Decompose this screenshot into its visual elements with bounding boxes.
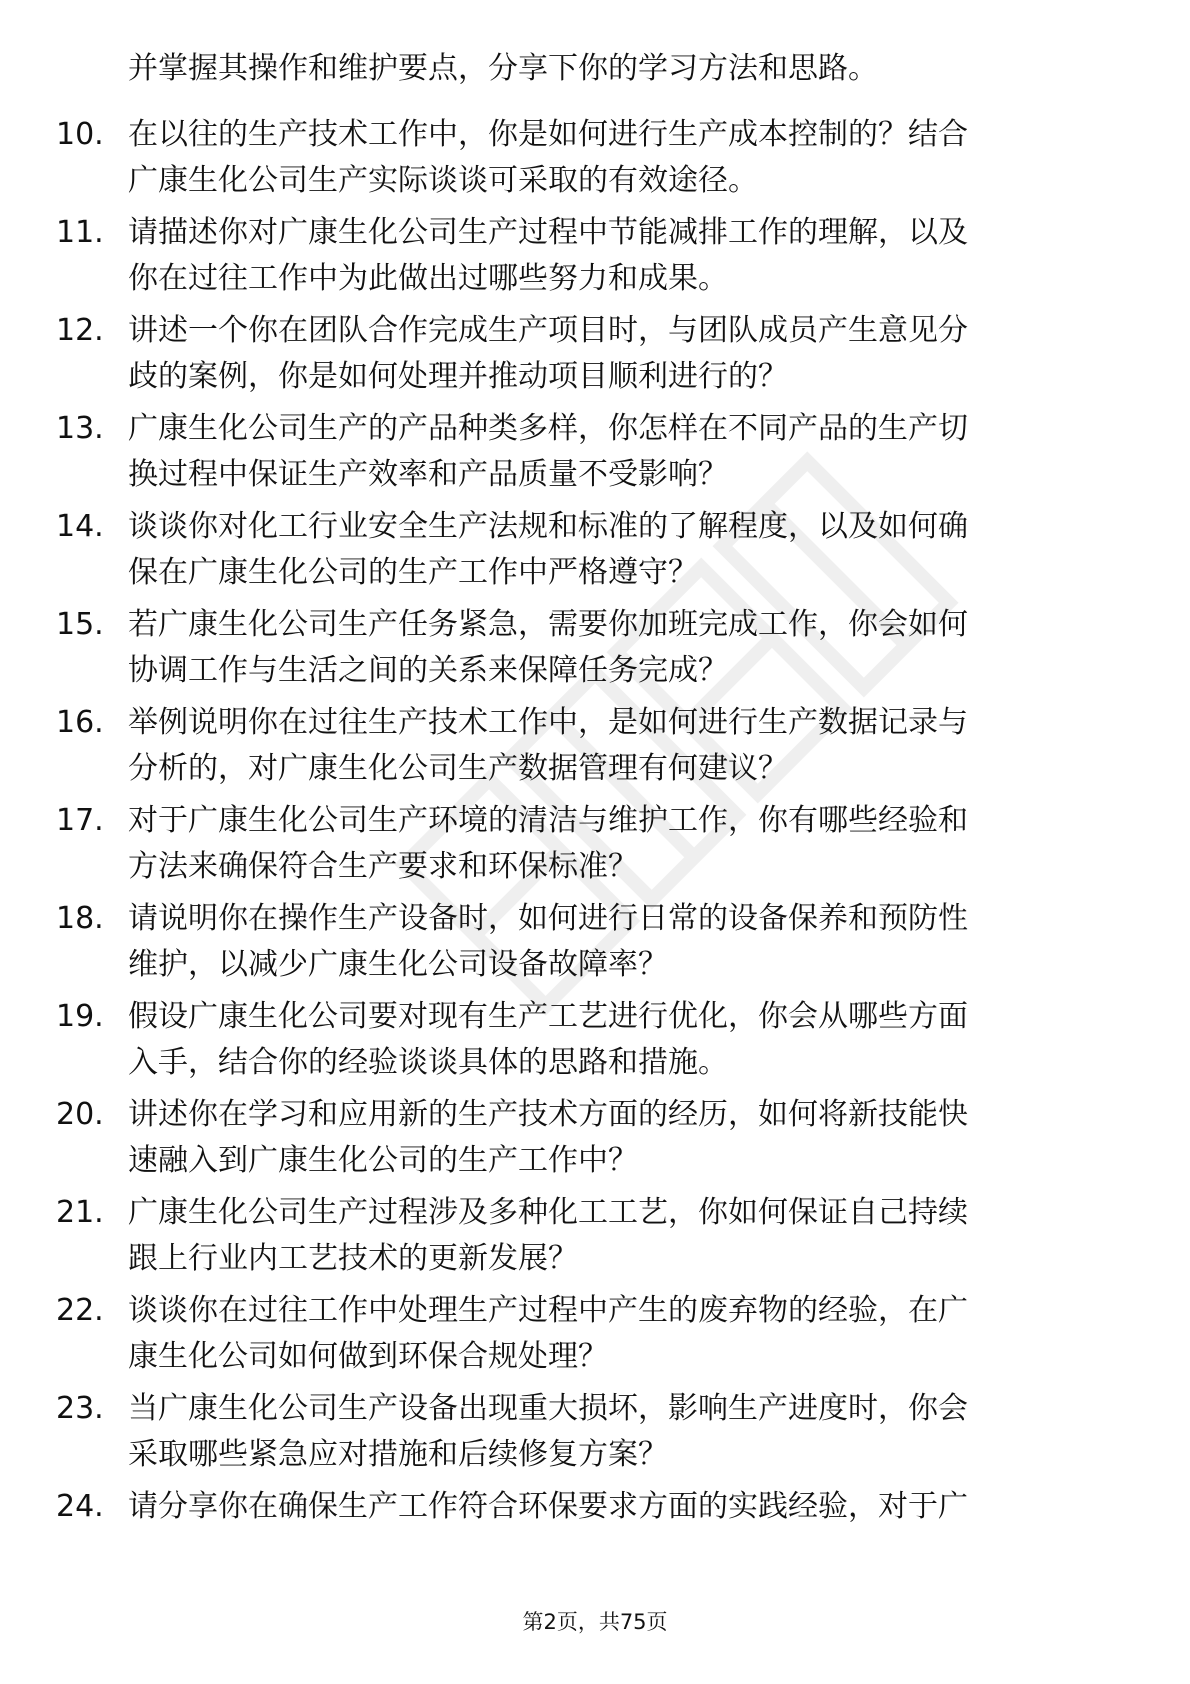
item-text-line: 维护，以减少广康生化公司设备故障率？ [128,947,668,982]
item-text-line: 康生化公司如何做到环保合规处理？ [128,1339,608,1374]
list-item [0,996,1190,1086]
item-text-line: 广康生化公司生产过程涉及多种化工工艺，你如何保证自己持续 [128,1195,968,1230]
list-item [0,310,1190,400]
item-text-line: 歧的案例，你是如何处理并推动项目顺利进行的？ [128,359,788,394]
item-text-line: 举例说明你在过往生产技术工作中，是如何进行生产数据记录与 [128,705,968,740]
item-number: 14. [56,509,104,544]
item-text-line: 跟上行业内工艺技术的更新发展？ [128,1241,578,1276]
item-text-line: 广康生化公司生产的产品种类多样，你怎样在不同产品的生产切 [128,411,968,446]
list-item [0,114,1190,204]
item-text-line: 假设广康生化公司要对现有生产工艺进行优化，你会从哪些方面 [128,999,968,1034]
item-number: 18. [56,901,104,936]
item-text-line: 谈谈你在过往工作中处理生产过程中产生的废弃物的经验，在广 [128,1293,968,1328]
item-text-line: 换过程中保证生产效率和产品质量不受影响？ [128,457,728,492]
item-number: 16. [56,705,104,740]
item-text-line: 谈谈你对化工行业安全生产法规和标准的了解程度，以及如何确 [128,509,968,544]
list-item [0,800,1190,890]
item-text-line: 入手，结合你的经验谈谈具体的思路和措施。 [128,1045,728,1080]
page-footer: 第2页，共75页 [522,1610,668,1634]
item-text-line: 保在广康生化公司的生产工作中严格遵守？ [128,555,698,590]
item-text-line: 速融入到广康生化公司的生产工作中？ [128,1143,638,1178]
list-item [0,604,1190,694]
item-number: 22. [56,1293,104,1328]
item-number: 11. [56,215,104,250]
list-item [0,1290,1190,1380]
list-item [0,408,1190,498]
list-item [0,506,1190,596]
item-text-line: 当广康生化公司生产设备出现重大损坏，影响生产进度时，你会 [128,1391,968,1426]
list-item [0,212,1190,302]
item-text-line: 广康生化公司生产实际谈谈可采取的有效途径。 [128,163,758,198]
item-text-line: 讲述一个你在团队合作完成生产项目时，与团队成员产生意见分 [128,313,968,348]
item-number: 10. [56,117,104,152]
item-text-line: 采取哪些紧急应对措施和后续修复方案？ [128,1437,668,1472]
item-text-line: 请分享你在确保生产工作符合环保要求方面的实践经验，对于广 [128,1489,968,1524]
item-text-line: 请描述你对广康生化公司生产过程中节能减排工作的理解，以及 [128,215,968,250]
list-item [0,702,1190,792]
item-number: 17. [56,803,104,838]
item-number: 20. [56,1097,104,1132]
item-text-line: 对于广康生化公司生产环境的清洁与维护工作，你有哪些经验和 [128,803,968,838]
list-item [0,1388,1190,1478]
continuation-text: 并掌握其操作和维护要点，分享下你的学习方法和思路。 [128,51,878,86]
item-number: 24. [56,1489,104,1524]
item-text-line: 分析的，对广康生化公司生产数据管理有何建议？ [128,751,788,786]
item-number: 15. [56,607,104,642]
item-text-line: 请说明你在操作生产设备时，如何进行日常的设备保养和预防性 [128,901,968,936]
list-item [0,898,1190,988]
item-text-line: 若广康生化公司生产任务紧急，需要你加班完成工作，你会如何 [128,607,968,642]
item-text-line: 你在过往工作中为此做出过哪些努力和成果。 [128,261,728,296]
item-text-line: 协调工作与生活之间的关系来保障任务完成？ [128,653,728,688]
item-number: 12. [56,313,104,348]
list-item [0,1486,1190,1532]
item-number: 23. [56,1391,104,1426]
list-item [0,1192,1190,1282]
item-text-line: 讲述你在学习和应用新的生产技术方面的经历，如何将新技能快 [128,1097,968,1132]
item-text-line: 方法来确保符合生产要求和环保标准？ [128,849,638,884]
item-number: 19. [56,999,104,1034]
list-item [0,1094,1190,1184]
item-number: 21. [56,1195,104,1230]
item-number: 13. [56,411,104,446]
item-text-line: 在以往的生产技术工作中，你是如何进行生产成本控制的？结合 [128,117,968,152]
